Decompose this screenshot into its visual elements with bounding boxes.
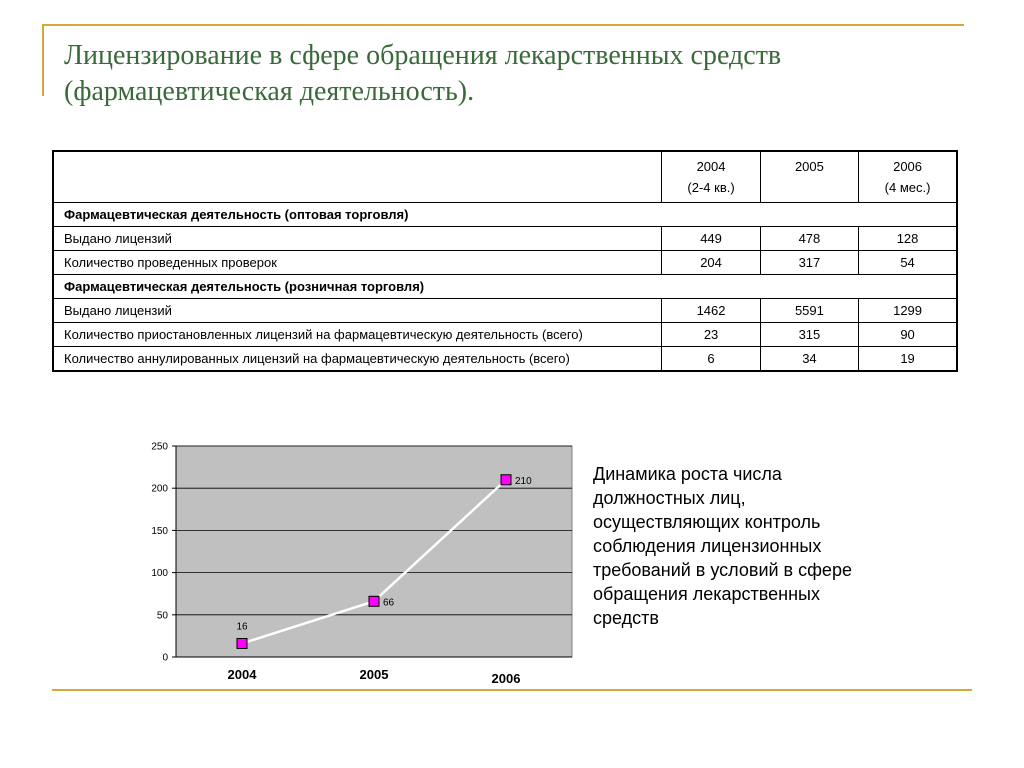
left-accent-line [42, 24, 44, 96]
x-tick-label: 2006 [491, 671, 521, 686]
row-label: Количество аннулированных лицензий на фармацевтическую деятельность (всего) [53, 347, 662, 372]
cell-value: 1299 [859, 299, 957, 323]
slide-title-line-1: Лицензирование в сфере обращения лекарственных средств [64, 40, 782, 71]
plot-area [176, 446, 572, 657]
section-wholesale [53, 203, 957, 227]
table-header-row [53, 151, 957, 203]
row-label: Выдано лицензий [53, 227, 662, 251]
section-title: Фармацевтическая деятельность (розничная торговля) [53, 275, 957, 299]
row-label: Количество проведенных проверок [53, 251, 662, 275]
cell-value: 317 [760, 251, 858, 275]
officials-growth-chart [140, 438, 580, 688]
header-period: (2-4 кв.) [687, 180, 735, 195]
cell-value: 54 [859, 251, 957, 275]
section-retail [53, 275, 957, 299]
y-tick-label: 150 [151, 525, 168, 537]
licensing-table [52, 150, 958, 372]
header-year: 2005 [794, 159, 824, 174]
cell-value: 90 [859, 323, 957, 347]
y-tick-label: 0 [162, 652, 168, 664]
table-row [53, 299, 957, 323]
data-point [237, 638, 247, 648]
cell-value: 478 [760, 227, 858, 251]
cell-value: 449 [662, 227, 760, 251]
header-empty-cell [53, 151, 662, 203]
table-row [53, 227, 957, 251]
y-tick-label: 200 [151, 483, 168, 495]
slide-title [64, 38, 964, 110]
section-title: Фармацевтическая деятельность (оптовая торговля) [53, 203, 957, 227]
top-divider [44, 24, 964, 26]
y-tick-label: 250 [151, 441, 168, 453]
cell-value: 315 [760, 323, 858, 347]
chart-description: Динамика роста числа должностных лиц, осуществляющих контроль соблюдения лицензионных требований в условий в сфере обращения лекарственных средств [593, 464, 852, 628]
y-tick-label: 50 [156, 610, 168, 622]
header-year-2006 [859, 151, 957, 203]
data-point [501, 475, 511, 485]
data-label: 66 [383, 597, 395, 609]
table-row [53, 323, 957, 347]
cell-value: 1462 [662, 299, 760, 323]
row-label: Выдано лицензий [53, 299, 662, 323]
cell-value: 204 [662, 251, 760, 275]
cell-value: 23 [662, 323, 760, 347]
header-year-2005 [760, 151, 858, 203]
slide-title-line-2: (фармацевтическая деятельность). [64, 76, 475, 107]
table-row [53, 251, 957, 275]
cell-value: 19 [859, 347, 957, 372]
cell-value: 5591 [760, 299, 858, 323]
header-year-2004 [662, 151, 760, 203]
y-tick-label: 100 [151, 568, 168, 580]
cell-value: 6 [662, 347, 760, 372]
data-label: 16 [236, 621, 248, 633]
data-point [369, 596, 379, 606]
header-period: (4 мес.) [884, 180, 931, 195]
table-row [53, 347, 957, 372]
cell-value: 128 [859, 227, 957, 251]
cell-value: 34 [760, 347, 858, 372]
data-label: 210 [515, 475, 532, 487]
x-tick-label: 2005 [359, 667, 389, 682]
row-label: Количество приостановленных лицензий на фармацевтическую деятельность (всего) [53, 323, 662, 347]
header-year: 2004 [696, 159, 726, 174]
bottom-divider [52, 689, 972, 691]
header-year: 2006 [893, 159, 923, 174]
x-tick-label: 2004 [227, 667, 257, 682]
